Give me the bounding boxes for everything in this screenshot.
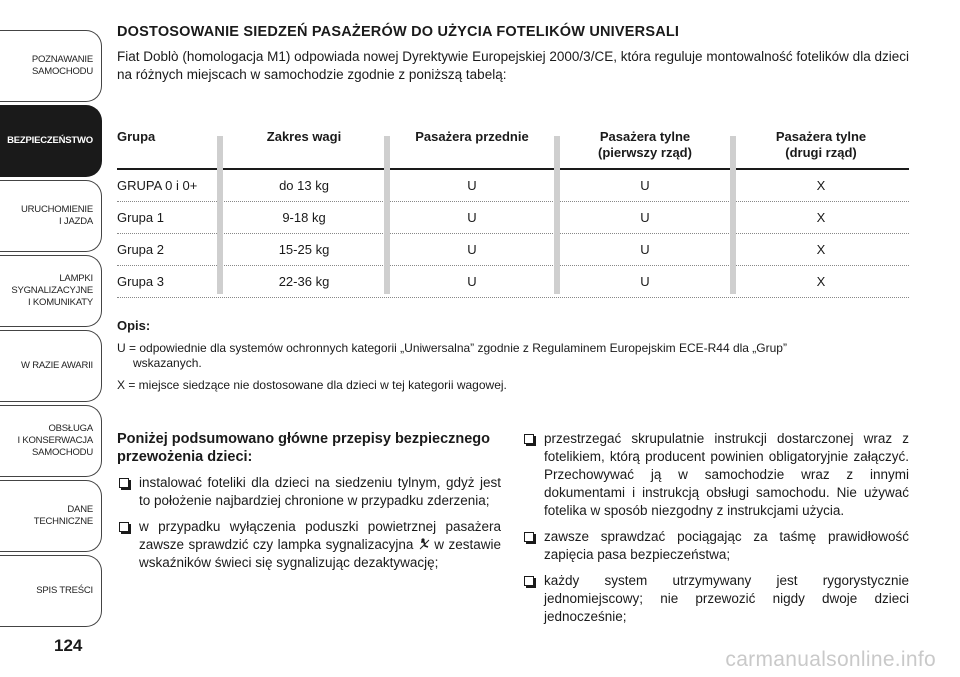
tab-uruchomienie-i-jazda[interactable]: URUCHOMIENIE I JAZDA <box>0 180 102 252</box>
tab-dane-techniczne[interactable]: DANE TECHNICZNE <box>0 480 102 552</box>
cell-grupa: Grupa 2 <box>117 242 164 257</box>
cell-rear-second: X <box>816 274 826 289</box>
header-zakres-wagi: Zakres wagi <box>266 129 342 144</box>
list-item <box>522 572 909 626</box>
page-number: 124 <box>54 636 83 655</box>
table-header <box>117 126 909 170</box>
note-u <box>117 341 909 371</box>
notes-title: Opis: <box>117 318 151 333</box>
table-notes <box>117 318 909 400</box>
tab-w-razie-awarii[interactable]: W RAZIE AWARII <box>0 330 102 402</box>
cell-grupa: Grupa 1 <box>117 210 164 225</box>
column-separator <box>554 136 560 294</box>
list-item-text: każdy system utrzymywany jest rygorystycznie jednomiejscowy; nie przewozić nigdy dwoje dzieci jednocześnie; <box>544 573 909 624</box>
child-seat-table <box>117 126 909 298</box>
tab-poznawanie-samochodu[interactable]: POZNAWANIE SAMOCHODU <box>0 30 102 102</box>
intro-paragraph: Fiat Doblò (homologacja M1) odpowiada nowej Dyrektywie Europejskiej 2000/3/CE, która reguluje montowalność fotelików dla dzieci na różnych miejscach w samochodzie zgodnie z poniższą tabelą: <box>117 49 909 82</box>
list-item-text: w przypadku wyłączenia poduszki powietrznej pasażera zawsze sprawdzić czy lampka sygnalizacyjna <box>139 519 501 552</box>
cell-rear-first: U <box>640 274 650 289</box>
table-row <box>117 170 909 202</box>
cell-rear-first: U <box>640 242 650 257</box>
checkbox-bullet-icon <box>119 522 129 532</box>
list-item <box>117 518 501 572</box>
section-header <box>117 24 909 84</box>
watermark: carmanualsonline.info <box>725 648 936 671</box>
cell-front: U <box>467 242 477 257</box>
checkbox-bullet-icon <box>119 478 129 488</box>
column-separator <box>217 136 223 294</box>
cell-front: U <box>467 210 477 225</box>
list-item <box>117 474 501 510</box>
column-separator <box>384 136 390 294</box>
note-u-text: U = odpowiednie dla systemów ochronnych kategorii „Uniwersalna” zgodnie z Regulaminem Europejskim ECE-R44 dla „Grup” <box>117 341 787 355</box>
cell-rear-first: U <box>640 210 650 225</box>
list-item <box>522 430 909 520</box>
list-item <box>522 528 909 564</box>
safety-rules-right <box>522 430 909 634</box>
cell-weight: 9-18 kg <box>282 210 326 225</box>
table-row <box>117 202 909 234</box>
header-grupa: Grupa <box>117 129 156 144</box>
checkbox-bullet-icon <box>524 532 534 542</box>
cell-rear-first: U <box>640 178 650 193</box>
cell-weight: 15-25 kg <box>278 242 330 257</box>
cell-front: U <box>467 178 477 193</box>
safety-rules-heading: Poniżej podsumowano główne przepisy bezpiecznego przewożenia dzieci: <box>117 431 491 465</box>
cell-rear-second: X <box>816 210 826 225</box>
list-item-text: zawsze sprawdzać pociągając za taśmę prawidłowość zapięcia pasa bezpieczeństwa; <box>544 529 909 562</box>
note-x: X = miejsce siedzące nie dostosowane dla dzieci w tej kategorii wagowej. <box>117 378 507 392</box>
checkbox-bullet-icon <box>524 434 534 444</box>
cell-grupa: GRUPA 0 i 0+ <box>117 178 198 193</box>
cell-weight: do 13 kg <box>279 178 329 193</box>
tab-obsluga-i-konserwacja[interactable]: OBSŁUGA I KONSERWACJA SAMOCHODU <box>0 405 102 477</box>
header-pasazera-tylne-pierwszy: Pasażera tylne (pierwszy rząd) <box>598 129 692 160</box>
safety-rules-left <box>117 430 501 580</box>
cell-rear-second: X <box>816 242 826 257</box>
header-pasazera-przednie: Pasażera przednie <box>415 129 529 144</box>
list-item-text: w zestawie wskaźników świeci się sygnalizując dezaktywację; <box>139 537 501 570</box>
table-row <box>117 234 909 266</box>
airbag-off-icon <box>418 538 430 550</box>
tab-spis-tresci[interactable]: SPIS TREŚCI <box>0 555 102 627</box>
checkbox-bullet-icon <box>524 576 534 586</box>
page-title: DOSTOSOWANIE SIEDZEŃ PASAŻERÓW DO UŻYCIA FOTELIKÓW UNIVERSALI <box>117 24 680 40</box>
list-item-text: instalować foteliki dla dzieci na siedzeniu tylnym, gdyż jest to położenie najbardziej chronione w przypadku zderzenia; <box>139 475 501 508</box>
table-row <box>117 266 909 298</box>
chapter-sidebar <box>0 0 104 677</box>
list-item-text: przestrzegać skrupulatnie instrukcji dostarczonej wraz z fotelikiem, którą producent powinien obligatoryjnie załączyć. Przechowywać ją w samochodzie wraz z innymi dokumentami i instrukcją obsługi samochodu. Nie używać fotelika w sposób niezgodny z instrukcjami użycia. <box>544 431 909 518</box>
cell-grupa: Grupa 3 <box>117 274 164 289</box>
cell-rear-second: X <box>816 178 826 193</box>
tab-bezpieczenstwo[interactable]: BEZPIECZEŃSTWO <box>0 105 102 177</box>
cell-weight: 22-36 kg <box>278 274 330 289</box>
column-separator <box>730 136 736 294</box>
note-u-continuation: wskazanych. <box>133 356 202 370</box>
cell-front: U <box>467 274 477 289</box>
header-pasazera-tylne-drugi: Pasażera tylne (drugi rząd) <box>775 129 867 160</box>
tab-lampki-sygnalizacyjne[interactable]: LAMPKI SYGNALIZACYJNE I KOMUNIKATY <box>0 255 102 327</box>
